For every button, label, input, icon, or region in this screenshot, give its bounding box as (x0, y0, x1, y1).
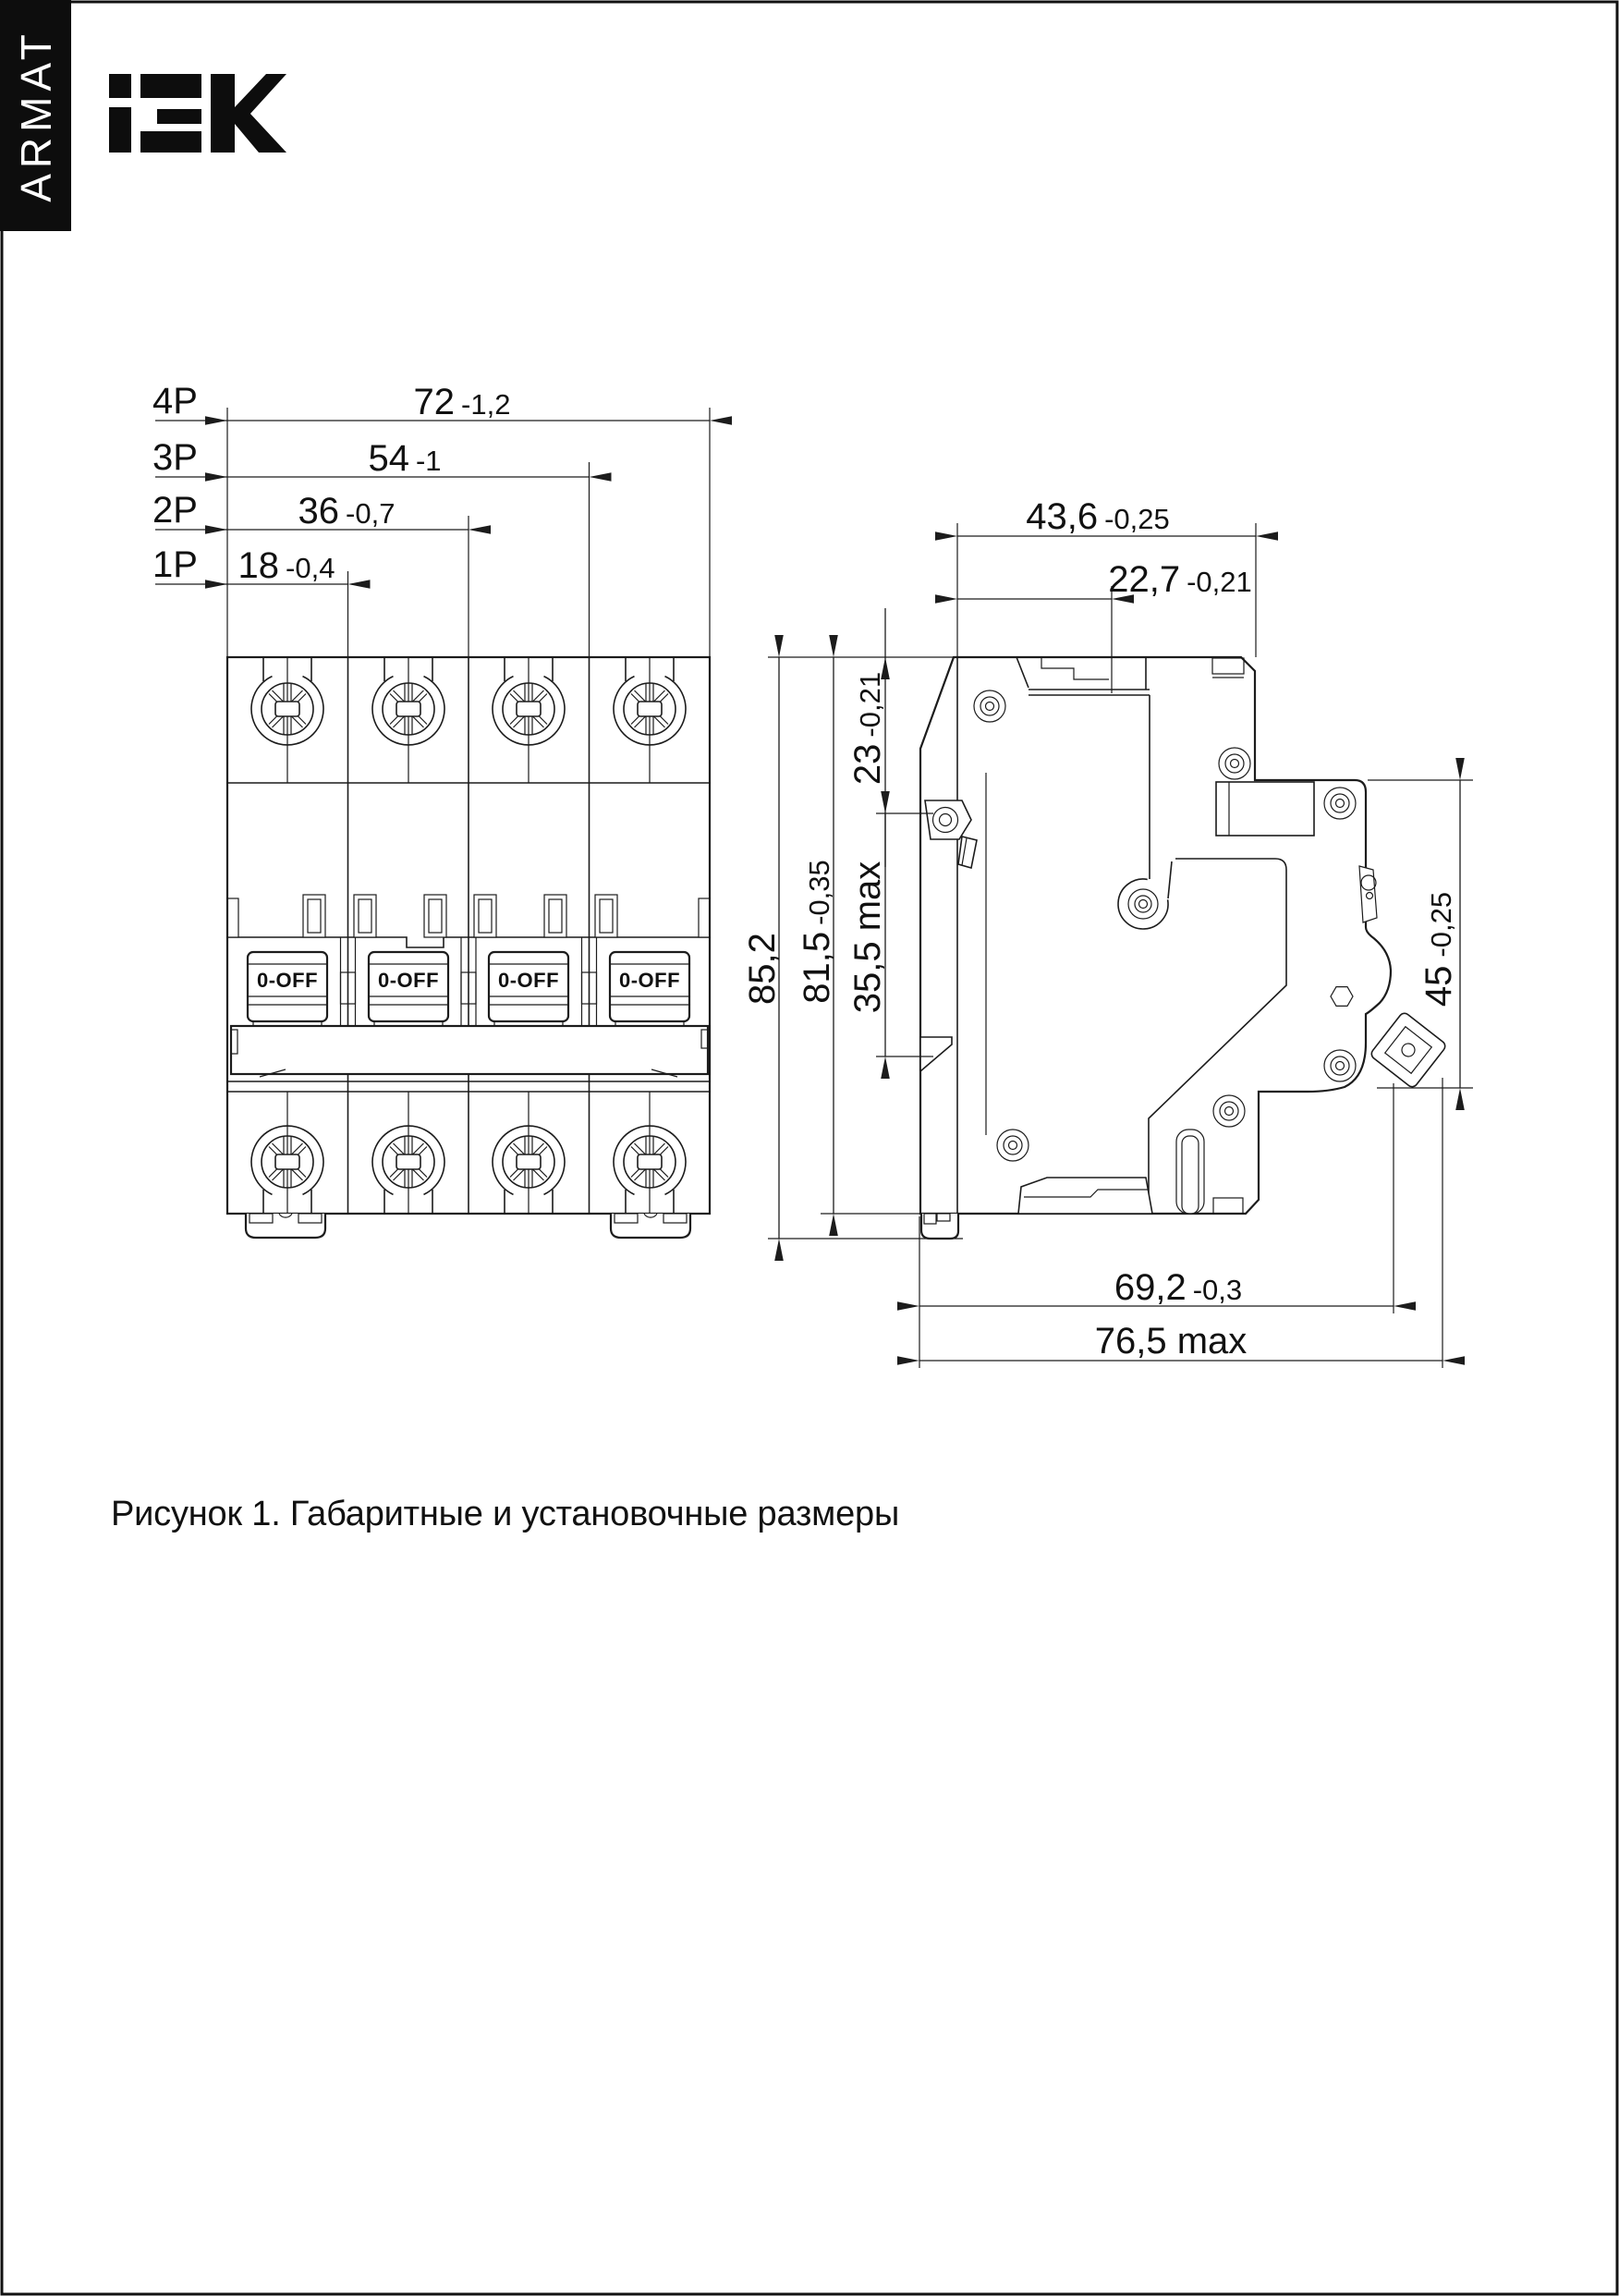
rivet (1324, 788, 1356, 819)
fastening-tab (544, 895, 566, 937)
fastening-tab (303, 895, 325, 937)
brand-block (0, 0, 286, 231)
side-view (920, 657, 1447, 1239)
front-pole-dimensions (152, 381, 710, 657)
dimension-label: 85,2 (742, 933, 783, 1005)
din-clip (246, 1214, 325, 1238)
dimension-label: 69,2 -0,3 (1114, 1267, 1243, 1308)
iek-logo-icon (109, 74, 286, 153)
pole-count-label: 2P (152, 490, 198, 531)
handle-label: 0-OFF (256, 969, 319, 992)
dimension-label: 72 -1,2 (413, 382, 511, 422)
handle-label: 0-OFF (618, 969, 681, 992)
dimension-label: 76,5 max (1094, 1321, 1248, 1362)
dimension-label: 35,5 max (847, 861, 888, 1014)
dimension-label: 54 -1 (368, 438, 442, 479)
handle-rail (231, 1026, 708, 1077)
rivet (997, 1130, 1029, 1161)
terminal-screw-side (1369, 1011, 1447, 1089)
rivet (1213, 1095, 1245, 1127)
din-clip (611, 1214, 690, 1238)
handle-label: 0-OFF (377, 969, 440, 992)
pole-count-label: 4P (152, 381, 198, 421)
fastening-tab (595, 895, 617, 937)
dimension-label: 23-0,21 (847, 671, 888, 786)
dimension-label: 18 -0,4 (237, 545, 335, 586)
dimension-label: 45-0,25 (1418, 891, 1459, 1008)
brand-vertical-label: ARMAT (12, 29, 60, 202)
dimension-label: 22,7 -0,21 (1108, 559, 1252, 600)
pole-count-label: 1P (152, 544, 198, 585)
fastening-tab (474, 895, 496, 937)
page-border (2, 2, 1617, 2294)
front-view (227, 657, 710, 1238)
fastening-tab (354, 895, 376, 937)
fastening-tab (424, 895, 446, 937)
edge-tab (699, 898, 710, 937)
dimension-label: 43,6 -0,25 (1026, 496, 1170, 537)
side-body-outline (920, 657, 1391, 1214)
rivet (974, 690, 1005, 722)
dimension-label: 36 -0,7 (298, 491, 396, 531)
rivet (1324, 1050, 1356, 1081)
figure-caption: Рисунок 1. Габаритные и установочные размеры (111, 1495, 900, 1533)
dimension-label: 81,5-0,35 (797, 860, 837, 1004)
handle-label: 0-OFF (497, 969, 560, 992)
pole-count-label: 3P (152, 437, 198, 478)
rivet (1219, 748, 1250, 779)
edge-tab (227, 898, 238, 937)
